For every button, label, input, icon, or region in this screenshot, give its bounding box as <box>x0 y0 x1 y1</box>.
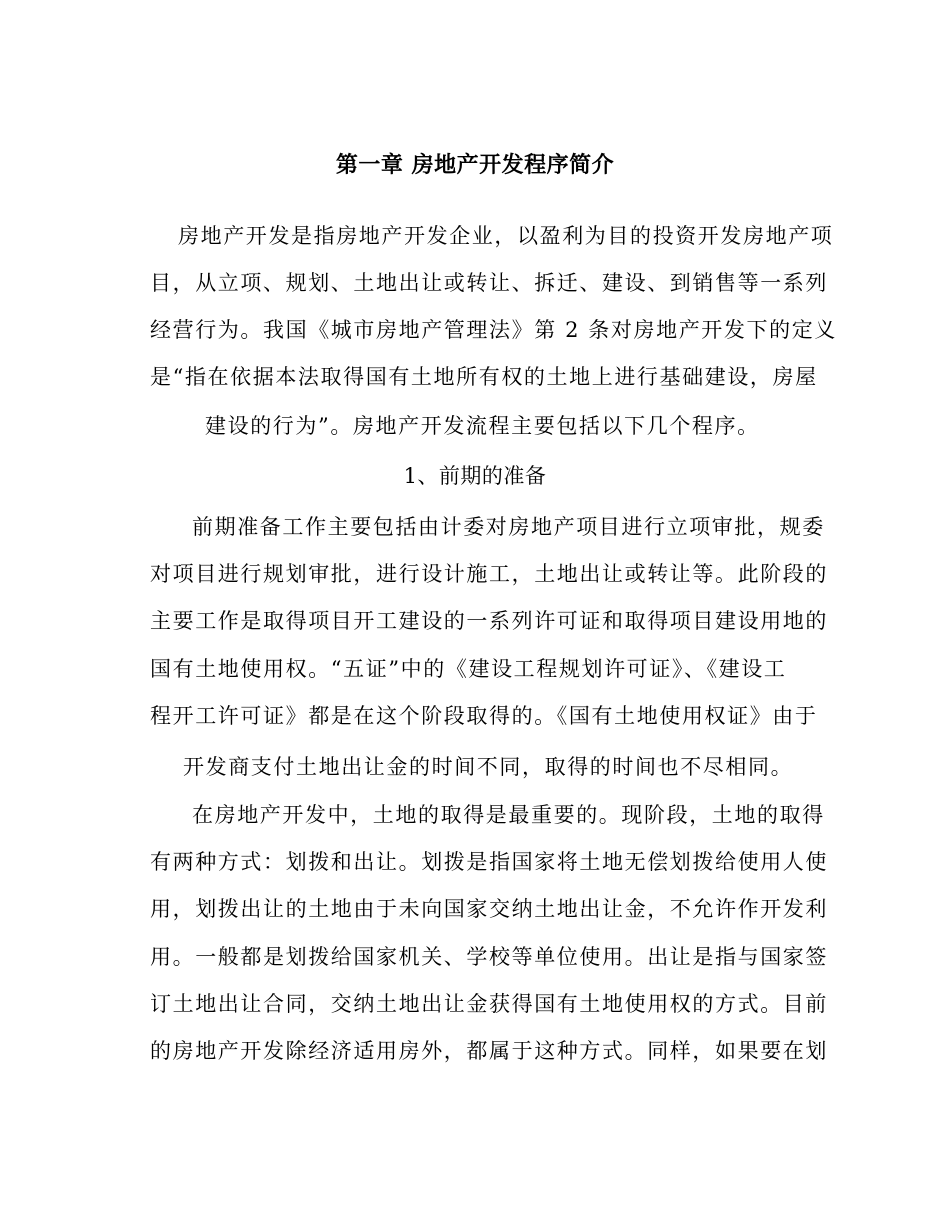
paragraph-3-line-5: 订土地出让合同，交纳土地出让金获得国有土地使用权的方式。目前 <box>150 992 828 1016</box>
section-heading: 1、前期的准备 <box>403 464 547 488</box>
paragraph-3-line-2: 有两种方式：划拨和出让。划拨是指国家将土地无偿划拨给使用人使 <box>150 850 828 874</box>
paragraph-2-line-6: 开发商支付土地出让金的时间不同，取得的时间也不尽相同。 <box>183 755 794 779</box>
paragraph-3-line-4: 用。一般都是划拨给国家机关、学校等单位使用。出让是指与国家签 <box>150 945 828 969</box>
chapter-title: 第一章 房地产开发程序简介 <box>335 152 615 178</box>
paragraph-3-line-3: 用，划拨出让的土地由于未向国家交纳土地出让金，不允许作开发利 <box>150 897 828 921</box>
paragraph-1-line-2: 目，从立项、规划、土地出让或转让、拆迁、建设、到销售等一系列 <box>150 271 828 295</box>
paragraph-2-line-3: 主要工作是取得项目开工建设的一系列许可证和取得项目建设用地的 <box>150 609 828 633</box>
paragraph-2-line-1: 前期准备工作主要包括由计委对房地产项目进行立项审批，规委 <box>192 515 825 539</box>
paragraph-2-line-5: 程开工许可证》都是在这个阶段取得的。《国有土地使用权证》由于 <box>150 704 818 728</box>
paragraph-1-line-5: 建设的行为”。房地产开发流程主要包括以下几个程序。 <box>205 414 760 438</box>
paragraph-2-line-4: 国有土地使用权。“五证”中的《建设工程规划许可证》、《建设工 <box>150 657 787 681</box>
paragraph-1-line-1: 房地产开发是指房地产开发企业，以盈利为目的投资开发房地产项 <box>178 224 834 248</box>
paragraph-3-line-1: 在房地产开发中，土地的取得是最重要的。现阶段，土地的取得 <box>192 803 825 827</box>
paragraph-2-line-2: 对项目进行规划审批，进行设计施工，土地出让或转让等。此阶段的 <box>150 562 828 586</box>
paragraph-1-line-3: 经营行为。我国《城市房地产管理法》第 2 条对房地产开发下的定义 <box>150 318 837 342</box>
paragraph-3-line-6: 的房地产开发除经济适用房外，都属于这种方式。同样，如果要在划 <box>150 1039 828 1063</box>
paragraph-1-line-4: 是“指在依据本法取得国有土地所有权的土地上进行基础建设，房屋 <box>150 365 818 389</box>
